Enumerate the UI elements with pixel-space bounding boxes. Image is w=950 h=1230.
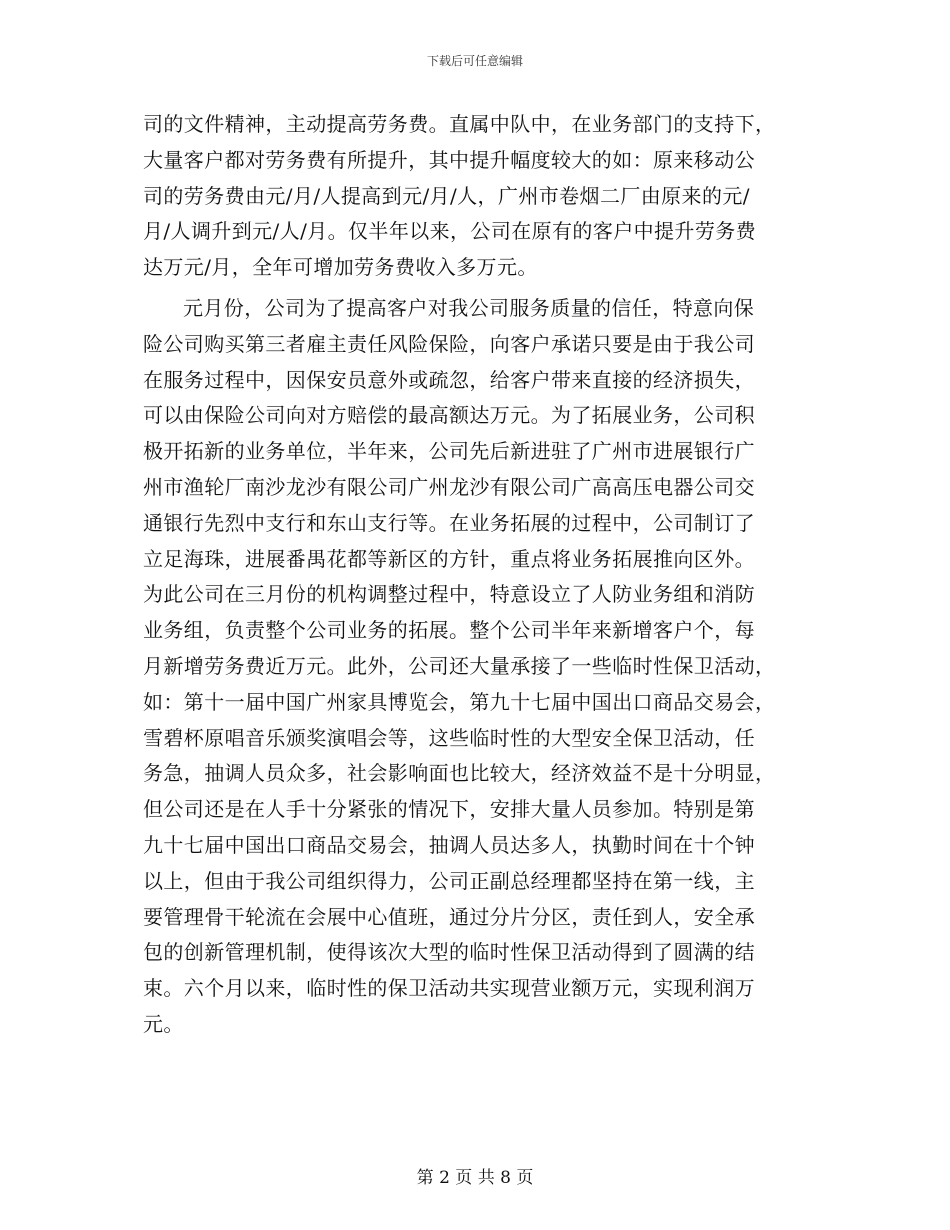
text-line: 月新增劳务费近万元。此外，公司还大量承接了一些临时性保卫活动， [143, 653, 776, 678]
text-line: 元。 [143, 1011, 184, 1036]
text-line: 大量客户都对劳务费有所提升，其中提升幅度较大的如：原来移动公 [143, 147, 755, 172]
text-line: 以上，但由于我公司组织得力，公司正副总经理都坚持在第一线，主 [143, 868, 755, 893]
page-number: 第 2 页 共 8 页 [416, 1168, 534, 1188]
text-line: 九十七届中国出口商品交易会，抽调人员达多人，执勤时间在十个钟 [143, 832, 755, 857]
text-line: 极开拓新的业务单位，半年来，公司先后新进驻了广州市进展银行广 [143, 439, 755, 464]
text-line: 险公司购买第三者雇主责任风险保险，向客户承诺只要是由于我公司 [143, 331, 755, 356]
text-line: 雪碧杯原唱音乐颁奖演唱会等，这些临时性的大型安全保卫活动，任 [143, 725, 755, 750]
text-line: 束。六个月以来，临时性的保卫活动共实现营业额万元，实现利润万 [143, 976, 755, 1001]
text-line: 通银行先烈中支行和东山支行等。在业务拓展的过程中，公司制订了 [143, 510, 755, 535]
text-line: 在服务过程中，因保安员意外或疏忽，给客户带来直接的经济损失， [143, 367, 755, 392]
text-line: 要管理骨干轮流在会展中心值班，通过分片分区，责任到人，安全承 [143, 904, 755, 929]
text-line: 司的文件精神，主动提高劳务费。直属中队中，在业务部门的支持下， [143, 112, 776, 136]
text-line: 可以由保险公司向对方赔偿的最高额达万元。为了拓展业务，公司积 [143, 403, 755, 428]
text-line: 如：第十一届中国广州家具博览会，第九十七届中国出口商品交易会， [143, 689, 776, 714]
text-line: 达万元/月，全年可增加劳务费收入多万元。 [143, 255, 538, 280]
text-line: 月/人调升到元/人/月。仅半年以来，公司在原有的客户中提升劳务费 [143, 219, 757, 244]
text-line: 但公司还是在人手十分紧张的情况下，安排大量人员参加。特别是第 [143, 797, 755, 822]
page-header-note: 下载后可任意编辑 [426, 54, 523, 68]
text-line: 司的劳务费由元/月/人提高到元/月/人，广州市卷烟二厂由原来的元/ [143, 183, 750, 208]
text-line: 包的创新管理机制，使得该次大型的临时性保卫活动得到了圆满的结 [143, 940, 755, 965]
text-line: 元月份，公司为了提高客户对我公司服务质量的信任，特意向保 [183, 295, 755, 320]
text-line: 务急，抽调人员众多，社会影响面也比较大，经济效益不是十分明显， [143, 761, 776, 786]
paragraph-2 [143, 291, 808, 1043]
text-line: 州市渔轮厂南沙龙沙有限公司广州龙沙有限公司广高高压电器公司交 [143, 474, 755, 499]
paragraph-1 [143, 107, 808, 286]
text-line: 业务组，负责整个公司业务的拓展。整个公司半年来新增客户个，每 [143, 618, 755, 643]
document-body [143, 107, 808, 1043]
text-line: 立足海珠，进展番禺花都等新区的方针，重点将业务拓展推向区外。 [143, 546, 755, 571]
text-line: 为此公司在三月份的机构调整过程中，特意设立了人防业务组和消防 [143, 582, 755, 607]
